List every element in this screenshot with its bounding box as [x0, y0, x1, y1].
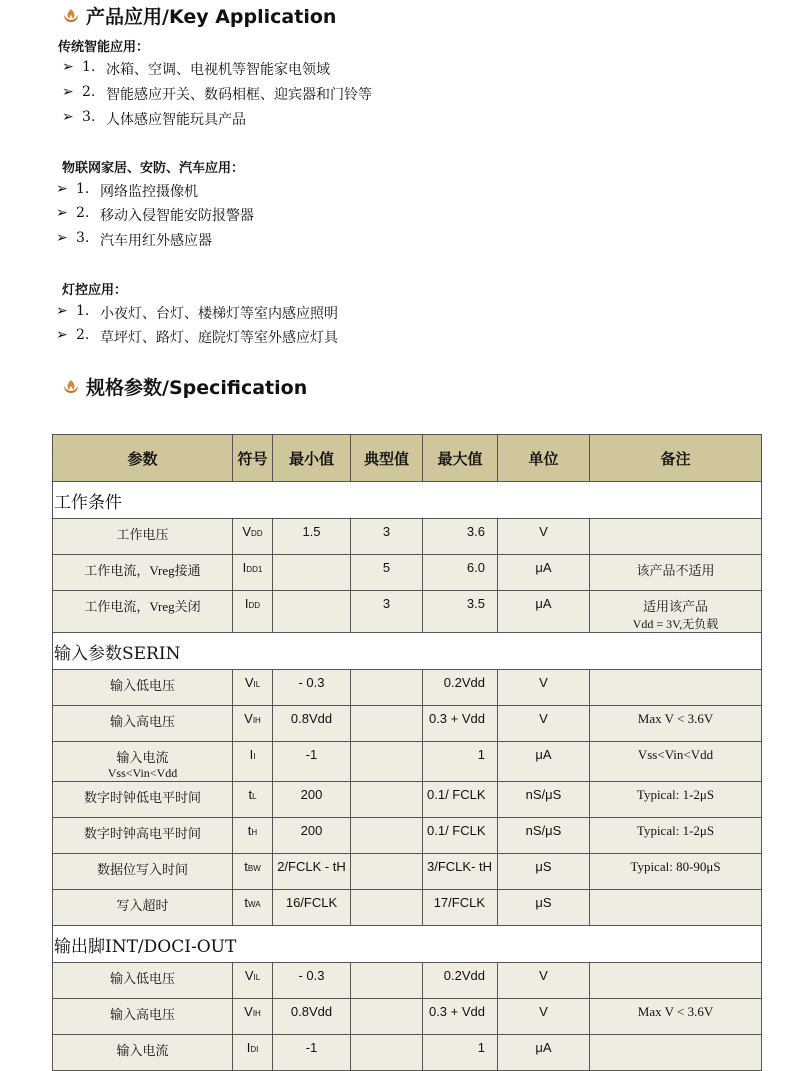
max-cell: 0.3 + Vdd [423, 706, 498, 742]
symbol: V [244, 711, 253, 726]
table-row [53, 782, 762, 818]
symbol-cell [233, 670, 273, 706]
unit-cell: V [498, 999, 590, 1035]
note-cell [590, 591, 762, 633]
symbol-subscript: DD1 [246, 565, 263, 574]
symbol: I [244, 596, 249, 611]
note-text-2: Vdd = 3V,无负载 [632, 617, 719, 631]
symbol-cell [233, 999, 273, 1035]
symbol-subscript: WA [248, 900, 261, 909]
typ-cell: 3 [351, 591, 423, 633]
symbol: t [247, 823, 252, 838]
symbol-cell [233, 591, 273, 633]
max-cell: 3/FCLK- tH [423, 854, 498, 890]
param-name: 输入低电压 [109, 678, 175, 693]
symbol-cell [233, 890, 273, 926]
min-cell: - 0.3 [273, 963, 351, 999]
application-list-item [56, 327, 338, 347]
min-cell: 0.8Vdd [273, 999, 351, 1035]
column-header: 符号 [233, 435, 273, 482]
min-cell: 16/FCLK [273, 890, 351, 926]
application-group-heading: 传统智能应用： [58, 40, 150, 55]
note-cell [590, 782, 762, 818]
typ-cell: 5 [351, 555, 423, 591]
item-number: 1. [76, 303, 90, 319]
param-name: 工作电压 [116, 527, 169, 542]
max-cell: 1 [423, 1035, 498, 1071]
symbol: V [244, 675, 254, 690]
table-row [53, 999, 762, 1035]
symbol: t [244, 859, 248, 874]
section-title: 工作条件 [53, 482, 762, 519]
min-cell: -1 [273, 1035, 351, 1071]
param-name: 输入电流 [116, 1043, 169, 1058]
item-number: 3. [82, 109, 96, 125]
table-row [53, 519, 762, 555]
item-text: 人体感应智能玩具产品 [106, 112, 246, 128]
column-header: 参数 [53, 435, 233, 482]
symbol: I [249, 747, 254, 762]
symbol-cell [233, 782, 273, 818]
note-text: Typical: 1-2μS [636, 787, 715, 802]
symbol-subscript: H [251, 828, 258, 837]
application-list-item [62, 109, 246, 129]
param-condition: Vss<Vin<Vdd [107, 766, 178, 780]
typ-cell [351, 670, 423, 706]
symbol-subscript: IL [253, 973, 261, 982]
item-text: 网络监控摄像机 [100, 184, 198, 200]
param-name: 工作电流，Vreg接通 [84, 563, 201, 578]
param-cell [53, 1035, 233, 1071]
unit-cell: μS [498, 890, 590, 926]
application-list-item [62, 59, 330, 79]
symbol: V [244, 968, 254, 983]
min-cell [273, 555, 351, 591]
param-name: 写入超时 [116, 898, 169, 913]
param-name: 输入电流 [116, 750, 169, 765]
specification-title [62, 373, 307, 400]
unit-cell: μA [498, 591, 590, 633]
unit-cell: V [498, 706, 590, 742]
table-row [53, 706, 762, 742]
min-cell: 200 [273, 782, 351, 818]
typ-cell [351, 890, 423, 926]
arrow-bullet-icon: ➢ [62, 59, 74, 75]
note-cell [590, 742, 762, 782]
key-application-title [62, 2, 336, 29]
unit-cell: μA [498, 742, 590, 782]
arrow-bullet-icon: ➢ [62, 84, 74, 100]
note-cell [590, 999, 762, 1035]
table-row [53, 854, 762, 890]
min-cell: -1 [273, 742, 351, 782]
column-header: 最小值 [273, 435, 351, 482]
unit-cell: V [498, 963, 590, 999]
min-cell: 200 [273, 818, 351, 854]
symbol-cell [233, 519, 273, 555]
column-header: 最大值 [423, 435, 498, 482]
note-cell [590, 854, 762, 890]
table-section-row [53, 482, 762, 519]
max-cell: 3.6 [423, 519, 498, 555]
symbol: V [244, 1004, 253, 1019]
symbol-cell [233, 555, 273, 591]
param-name: 输入高电压 [109, 714, 175, 729]
param-name: 数字时钟低电平时间 [83, 790, 201, 805]
unit-cell: μS [498, 854, 590, 890]
table-row [53, 1035, 762, 1071]
item-text: 汽车用红外感应器 [100, 233, 212, 249]
typ-cell [351, 963, 423, 999]
item-number: 1. [76, 181, 90, 197]
column-header: 备注 [590, 435, 762, 482]
symbol-subscript: L [252, 792, 257, 801]
symbol-cell [233, 742, 273, 782]
table-row [53, 963, 762, 999]
symbol-cell [233, 706, 273, 742]
note-cell [590, 818, 762, 854]
arrow-bullet-icon: ➢ [56, 230, 68, 246]
application-group-heading: 物联网家居、安防、汽车应用： [62, 161, 245, 176]
symbol-cell [233, 1035, 273, 1071]
symbol: t [248, 787, 253, 802]
note-cell [590, 670, 762, 706]
unit-cell: nS/μS [498, 782, 590, 818]
symbol-subscript: DD [251, 529, 263, 538]
note-text: 该产品不适用 [636, 563, 715, 578]
max-cell: 0.3 + Vdd [423, 999, 498, 1035]
symbol-subscript: DD [248, 601, 261, 610]
application-group-heading: 灯控应用： [62, 283, 128, 298]
application-list-item [62, 84, 372, 104]
param-name: 输入高电压 [109, 1007, 175, 1022]
symbol-cell [233, 963, 273, 999]
brand-logo-icon [62, 7, 80, 25]
arrow-bullet-icon: ➢ [56, 181, 68, 197]
item-text: 智能感应开关、数码相框、迎宾器和门铃等 [106, 87, 372, 103]
max-cell: 17/FCLK [423, 890, 498, 926]
item-number: 2. [76, 205, 90, 221]
specification-table [52, 434, 762, 1071]
param-cell [53, 706, 233, 742]
column-header: 单位 [498, 435, 590, 482]
arrow-bullet-icon: ➢ [56, 205, 68, 221]
param-cell [53, 818, 233, 854]
item-number: 2. [76, 327, 90, 343]
note-cell [590, 555, 762, 591]
note-cell [590, 519, 762, 555]
max-cell: 1 [423, 742, 498, 782]
unit-cell: μA [498, 1035, 590, 1071]
typ-cell [351, 1035, 423, 1071]
section-title: 输入参数SERIN [53, 633, 762, 670]
symbol-subscript: IH [252, 716, 261, 725]
symbol: t [244, 895, 249, 910]
note-cell [590, 890, 762, 926]
unit-cell: μA [498, 555, 590, 591]
symbol-cell [233, 818, 273, 854]
note-cell [590, 1035, 762, 1071]
max-cell: 0.2Vdd [423, 670, 498, 706]
note-text: Max V < 3.6V [637, 711, 714, 726]
max-cell: 0.2Vdd [423, 963, 498, 999]
min-cell: 0.8Vdd [273, 706, 351, 742]
unit-cell: V [498, 519, 590, 555]
application-list-item [56, 303, 338, 323]
typ-cell: 3 [351, 519, 423, 555]
symbol: I [242, 560, 247, 575]
item-text: 小夜灯、台灯、楼梯灯等室内感应照明 [100, 306, 338, 322]
table-row [53, 670, 762, 706]
param-name: 工作电流，Vreg关闭 [84, 599, 201, 614]
min-cell: - 0.3 [273, 670, 351, 706]
unit-cell: V [498, 670, 590, 706]
typ-cell [351, 818, 423, 854]
param-name: 输入低电压 [109, 971, 175, 986]
symbol-subscript: I [253, 752, 256, 761]
unit-cell: nS/μS [498, 818, 590, 854]
param-cell [53, 591, 233, 633]
symbol-subscript: BW [247, 864, 261, 873]
typ-cell [351, 999, 423, 1035]
application-list-item [56, 205, 254, 225]
column-header: 典型值 [351, 435, 423, 482]
table-section-row [53, 926, 762, 963]
param-cell [53, 742, 233, 782]
table-row [53, 742, 762, 782]
param-cell [53, 963, 233, 999]
min-cell [273, 591, 351, 633]
param-cell [53, 782, 233, 818]
max-cell: 0.1/ FCLK [423, 782, 498, 818]
note-text: Vss<Vin<Vdd [637, 747, 714, 762]
section-title-text: 规格参数/Specification [86, 377, 308, 399]
note-text: 适用该产品 [642, 599, 708, 614]
typ-cell [351, 706, 423, 742]
typ-cell [351, 854, 423, 890]
note-text: Typical: 1-2μS [636, 823, 715, 838]
param-name: 数字时钟高电平时间 [83, 826, 201, 841]
table-row [53, 591, 762, 633]
param-cell [53, 555, 233, 591]
max-cell: 3.5 [423, 591, 498, 633]
section-title-text: 产品应用/Key Application [86, 6, 337, 28]
symbol-subscript: DI [250, 1045, 259, 1054]
table-row [53, 555, 762, 591]
note-text: Max V < 3.6V [637, 1004, 714, 1019]
param-name: 数据位写入时间 [96, 862, 188, 877]
param-cell [53, 890, 233, 926]
brand-logo-icon [62, 378, 80, 396]
min-cell: 2/FCLK - tH [273, 854, 351, 890]
min-cell: 1.5 [273, 519, 351, 555]
param-cell [53, 854, 233, 890]
section-title: 输出脚INT/DOCI-OUT [53, 926, 762, 963]
item-text: 冰箱、空调、电视机等智能家电领域 [106, 62, 330, 78]
symbol-subscript: IH [252, 1009, 261, 1018]
table-section-row [53, 633, 762, 670]
typ-cell [351, 742, 423, 782]
arrow-bullet-icon: ➢ [56, 303, 68, 319]
param-cell [53, 999, 233, 1035]
item-number: 2. [82, 84, 96, 100]
typ-cell [351, 782, 423, 818]
max-cell: 0.1/ FCLK [423, 818, 498, 854]
symbol: I [246, 1040, 251, 1055]
note-text: Typical: 80-90μS [630, 859, 721, 874]
param-cell [53, 519, 233, 555]
item-text: 移动入侵智能安防报警器 [100, 208, 254, 224]
symbol-subscript: IL [253, 680, 261, 689]
param-cell [53, 670, 233, 706]
item-number: 1. [82, 59, 96, 75]
item-text: 草坪灯、路灯、庭院灯等室外感应灯具 [100, 330, 338, 346]
arrow-bullet-icon: ➢ [62, 109, 74, 125]
table-row [53, 890, 762, 926]
symbol-cell [233, 854, 273, 890]
note-cell [590, 706, 762, 742]
symbol: V [242, 524, 252, 539]
application-list-item [56, 230, 212, 250]
application-list-item [56, 181, 198, 201]
item-number: 3. [76, 230, 90, 246]
table-row [53, 818, 762, 854]
max-cell: 6.0 [423, 555, 498, 591]
note-cell [590, 963, 762, 999]
arrow-bullet-icon: ➢ [56, 327, 68, 343]
